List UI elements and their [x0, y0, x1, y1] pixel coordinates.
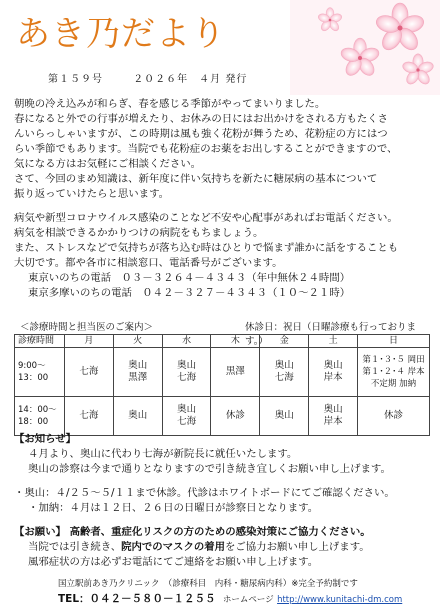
doctor-cell-sunday: 第１･３･５ 岡田 第１･２･４ 岸本 不定期 加納: [358, 348, 430, 397]
doctor-cell: 黒澤: [211, 348, 260, 397]
intro-line: らい季節でもあります。当院でも花粉症のお薬をお出しすることができますので、: [14, 143, 398, 155]
schedule-row-pm: [15, 397, 430, 436]
schedule-header-row: [15, 335, 430, 348]
day-header: 火: [113, 335, 162, 348]
doctor-cell: 奥山 岸本: [309, 397, 358, 436]
day-header: 月: [65, 335, 114, 348]
homepage-label: ホームページ: [222, 595, 274, 605]
schedule-heading: ＜診療時間と担当医のご案内＞: [20, 322, 154, 333]
consult-line: 病気や新型コロナウイルス感染のことなど不安や心配事があればお電話ください。: [14, 212, 398, 224]
doctor-cell: 奥山 岸本: [309, 348, 358, 397]
request-line: 当院では引き続き、院内でのマスクの着用をご協力お願い申し上げます。: [28, 541, 370, 553]
day-header: 金: [260, 335, 309, 348]
schedule-table: [14, 334, 430, 436]
main-text: [14, 97, 432, 301]
intro-line: んいらっしゃいますが、この時期は風も強く花粉が舞うため、花粉症の方にはつ: [14, 128, 388, 140]
doctor-cell-sunday: 休診: [358, 397, 430, 436]
day-header: 水: [162, 335, 211, 348]
intro-line: さて、今回のまめ知識は、新年度に伴い気持ちを新たに糖尿病の基本について: [14, 173, 378, 185]
request-heading: 【お願い】 高齢者、重症化リスクの方のための感染対策にご協力ください。: [14, 526, 371, 538]
doctor-cell: 奥山 七海: [260, 348, 309, 397]
request-line: 風邪症状の方は必ずお電話にてご連絡をお願い申し上げます。: [28, 556, 319, 568]
intro-line: 気になる方はお気軽にご相談ください。: [14, 158, 202, 170]
notice-line: 奥山の診察は今まで通りとなりますので引き続き宜しくお願い申し上げます。: [28, 463, 391, 475]
doctor-cell: 奥山: [260, 397, 309, 436]
notice-section: [14, 432, 432, 570]
time-slot-am: 9:00～ 13：00: [15, 348, 65, 397]
doctor-cell: 奥山: [113, 397, 162, 436]
contact-line: [58, 591, 402, 606]
cherry-blossom-decoration: [290, 0, 440, 95]
holiday-note: 休診日：祝日（日曜診療も行っております。）: [245, 322, 417, 347]
hotline-tokyo: 東京いのちの電話 ０３－３２６４－４３４３（年中無休２４時間）: [28, 272, 351, 284]
intro-line: 振り返っていけたらと思います。: [14, 188, 170, 200]
day-header: 日: [358, 335, 430, 348]
notice-line: ４月より、奥山に代わり七海が新院長に就任いたします。: [28, 448, 298, 460]
issue-date: ２０２６年 ４月 発行: [133, 74, 248, 85]
issue-info: [48, 70, 273, 85]
doctor-cell: 奥山 七海: [162, 397, 211, 436]
intro-line: 春になると外での行事が増えたり、お休みの日にはお出かけをされる方もたくさ: [14, 113, 389, 125]
intro-line: 朝晩の冷え込みが和らぎ、春を感じる季節がやってまいりました。: [14, 98, 326, 110]
schedule-heading-row: [20, 319, 430, 347]
time-slot-pm: 14：00～ 18：00: [15, 397, 65, 436]
homepage-link[interactable]: http://www.kunitachi-dm.com: [277, 595, 403, 605]
clinic-info: 国立駅前あき乃クリニック （診療科目 内科・糖尿病内科）※完全予約制です: [58, 579, 358, 589]
doctor-cell: 奥山 七海: [162, 348, 211, 397]
doctor-cell: 七海: [65, 348, 114, 397]
notice-heading: 【お知らせ】: [14, 433, 77, 445]
doctor-cell: 休診: [211, 397, 260, 436]
doctor-cell: 七海: [65, 397, 114, 436]
schedule-corner: 診療時間: [15, 335, 65, 348]
notice-item: ・奥山：４/２５～５/１１まで休診。代診はホワイトボードにてご確認ください。: [14, 487, 395, 499]
newsletter-title: あき乃だより: [16, 14, 226, 54]
consult-line: 大切です。都や各市に相談窓口、電話番号がございます。: [14, 257, 283, 269]
doctor-cell: 奥山 黒澤: [113, 348, 162, 397]
issue-number: 第１５９号: [48, 74, 103, 85]
hotline-tama: 東京多摩いのちの電話 ０４２－３２７－４３４３（１０～２１時）: [28, 287, 351, 299]
day-header: 木: [211, 335, 260, 348]
consult-line: また、ストレスなどで気持ちが落ち込む時はひとりで悩まず誰かに話をすることも: [14, 242, 399, 254]
phone-number: TEL：０４２－５８０－１２５５: [58, 593, 216, 605]
schedule-row-am: [15, 348, 430, 397]
day-header: 土: [309, 335, 358, 348]
notice-item: ・加納：４月は１２日、２６日の日曜日が診察日となります。: [28, 502, 319, 514]
consult-line: 病気を相談できるかかりつけの病院をもちましょう。: [14, 227, 264, 239]
